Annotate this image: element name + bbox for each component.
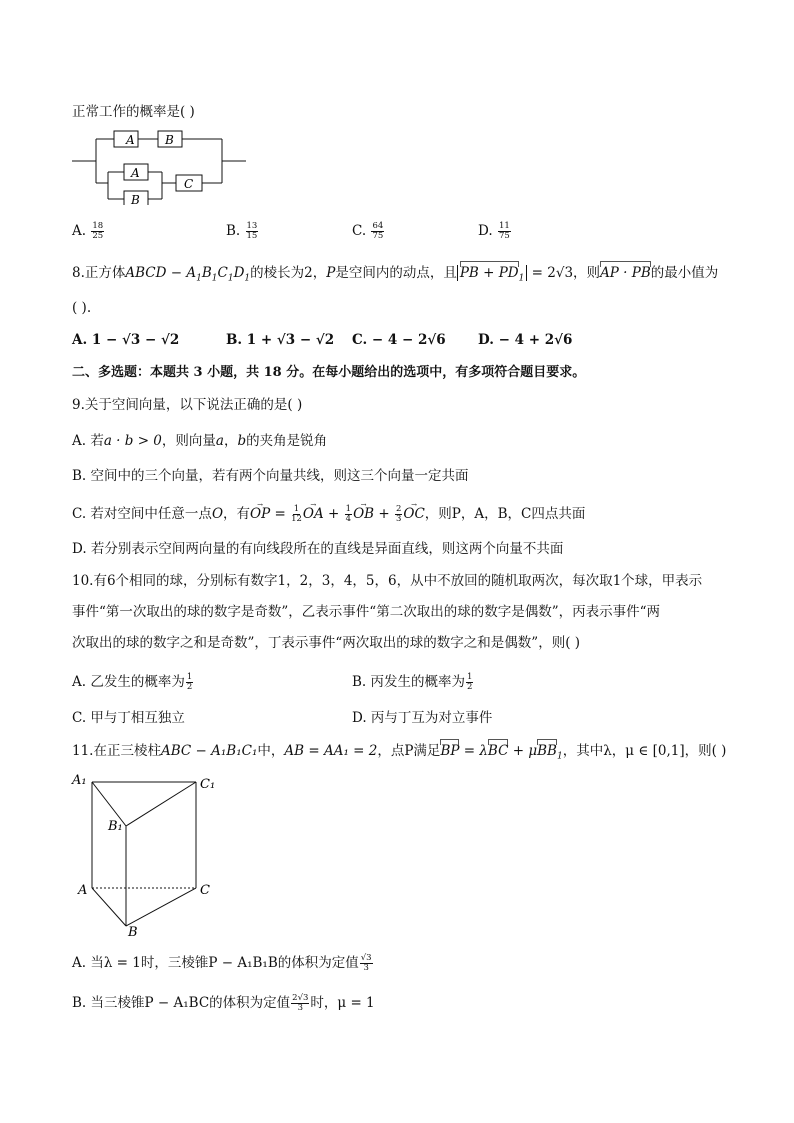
prism-label-a1: A₁ [72, 773, 87, 788]
prism-label-a: A [78, 883, 88, 898]
q10-option-c: C. 甲与丁相互独立 [72, 710, 185, 726]
q8-option-c: C. − 4 − 2√6 [352, 332, 446, 348]
q9-option-d: D. 若分别表示空间两向量的有向线段所在的直线是异面直线，则这两个向量不共面 [72, 541, 564, 557]
circuit-label-a2: A [131, 166, 140, 180]
q10-line3: 次取出的球的数字之和是奇数”，丁表示事件“两次取出的球的数字之和是偶数”，则( ) [72, 635, 581, 651]
q9-option-a: A. 若a · b > 0，则向量a，b的夹角是锐角 [72, 433, 328, 449]
prism-label-c1: C₁ [200, 777, 216, 792]
q8-option-b: B. 1 + √3 − √2 [226, 332, 335, 348]
q8-stem: 8.正方体ABCD − $A_1B_1C_1D_1$的棱长为2，P是空间内的动点，且 PB + $PD_1 = 2√3$，则AP · PB的最小值为 [72, 265, 719, 284]
q10-line1: 10.有6个相同的球，分别标有数字1，2，3，4，5，6，从中不放回的随机取两次，每次取1个球，甲表示 [72, 573, 703, 589]
q10-option-a: A. 乙发生的概率为 $\frac{1}{2}$ [72, 672, 193, 692]
q8-option-a: A. 1 − √3 − √2 [72, 332, 180, 348]
q7-stem: 正常工作的概率是( ) [72, 104, 195, 120]
prism-label-b1: B₁ [108, 819, 123, 834]
q7-option-d: D. $\frac{11}{75}$ [478, 221, 510, 241]
q7-option-b: B. $\frac{13}{15}$ [226, 221, 258, 241]
section2-title: 二、多选题：本题共 3 小题，共 18 分。在每小题给出的选项中，有多项符合题目要求。 [72, 365, 586, 380]
circuit-diagram [72, 125, 272, 205]
q8-option-d: D. − 4 + 2√6 [478, 332, 573, 348]
q10-option-b: B. 丙发生的概率为 $\frac{1}{2}$ [352, 672, 473, 692]
circuit-label-a1: A [126, 133, 135, 147]
circuit-label-b2: B [131, 193, 140, 205]
circuit-label-c: C [184, 177, 194, 191]
q9-option-b: B. 空间中的三个向量，若有两个向量共线，则这三个向量一定共面 [72, 468, 469, 484]
prism-diagram [70, 768, 230, 938]
q8-paren: ( ). [72, 300, 92, 316]
q11-option-a: A. 当λ = 1时，三棱锥P − A₁B₁B的体积为定值 $\frac{√3}{3}$ [72, 953, 372, 973]
prism-label-c: C [200, 883, 210, 898]
q7-option-c: C. $\frac{64}{75}$ [352, 221, 384, 241]
q11-option-b: B. 当三棱锥P − A₁BC的体积为定值 $\frac{2√3}{3}$ 时，μ = 1 [72, 993, 375, 1013]
prism-label-b: B [128, 925, 138, 938]
q7-option-a: A. $\frac{18}{25}$ [72, 221, 104, 241]
q10-option-d: D. 丙与丁互为对立事件 [352, 710, 493, 726]
q9-option-c: C. 若对空间中任意一点O，有→ OP = $\frac{1}{12}$ → OA + $\frac{1}{4}$ → OB + $\frac{2}{3}$ → OC，则P，A，B，C四点共面 [72, 505, 585, 524]
q10-line2: 事件“第一次取出的球的数字是奇数”，乙表示事件“第二次取出的球的数字是偶数”，丙表示事件“两 [72, 604, 661, 620]
q11-stem: 11.在正三棱柱ABC − A₁B₁C₁中，AB = AA₁ = 2，点P满足BP = λBC + μBB$_1$，其中λ，μ ∈ [0,1]，则( ) [72, 743, 727, 762]
q9-stem: 9.关于空间向量，以下说法正确的是( ) [72, 397, 303, 413]
circuit-label-b1: B [165, 133, 174, 147]
